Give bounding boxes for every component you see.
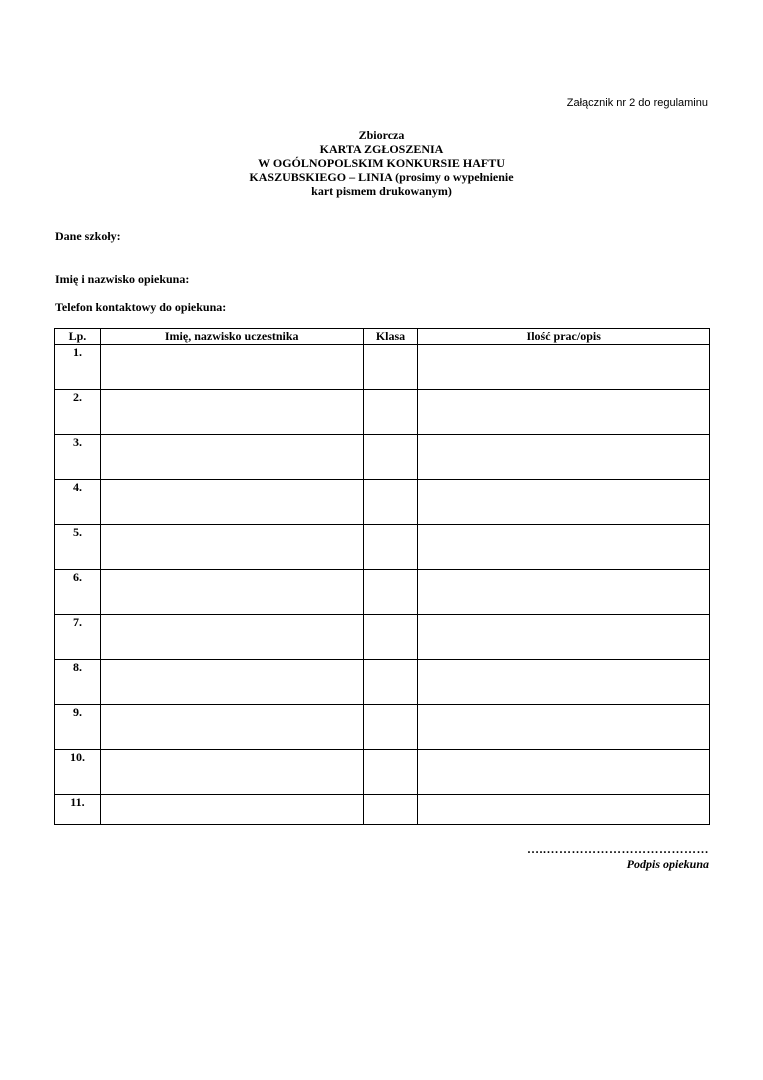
works-description-cell[interactable]: [418, 390, 710, 435]
class-cell[interactable]: [363, 525, 418, 570]
title-line: KARTA ZGŁOSZENIA: [319, 142, 444, 156]
participant-name-cell[interactable]: [100, 615, 363, 660]
class-cell[interactable]: [363, 345, 418, 390]
class-cell[interactable]: [363, 615, 418, 660]
header-works-description: Ilość prac/opis: [418, 329, 710, 345]
row-lp: 11.: [55, 795, 101, 825]
class-cell[interactable]: [363, 570, 418, 615]
participant-name-cell[interactable]: [100, 480, 363, 525]
table-row: [55, 525, 710, 570]
works-description-cell[interactable]: [418, 570, 710, 615]
row-lp: 2.: [55, 390, 101, 435]
participant-name-cell[interactable]: [100, 345, 363, 390]
row-lp: 6.: [55, 570, 101, 615]
header-class: Klasa: [363, 329, 418, 345]
signature-label: Podpis opiekuna: [626, 857, 709, 871]
attachment-note: Załącznik nr 2 do regulaminu: [566, 97, 708, 109]
table-row: [55, 660, 710, 705]
works-description-cell[interactable]: [418, 345, 710, 390]
row-lp: 9.: [55, 705, 101, 750]
table-row: [55, 795, 710, 825]
participant-name-cell[interactable]: [100, 390, 363, 435]
works-description-cell[interactable]: [418, 795, 710, 825]
row-lp: 1.: [55, 345, 101, 390]
class-cell[interactable]: [363, 795, 418, 825]
participant-name-cell[interactable]: [100, 570, 363, 615]
table-row: [55, 390, 710, 435]
class-cell[interactable]: [363, 390, 418, 435]
works-description-cell[interactable]: [418, 660, 710, 705]
class-cell[interactable]: [363, 480, 418, 525]
class-cell[interactable]: [363, 705, 418, 750]
row-lp: 5.: [55, 525, 101, 570]
participant-name-cell[interactable]: [100, 750, 363, 795]
participants-table: [54, 328, 710, 825]
table-row: [55, 750, 710, 795]
row-lp: 8.: [55, 660, 101, 705]
title-line: W OGÓLNOPOLSKIM KONKURSIE HAFTU: [258, 156, 505, 170]
row-lp: 3.: [55, 435, 101, 480]
participant-name-cell[interactable]: [100, 525, 363, 570]
table-header-row: [55, 329, 710, 345]
form-title: [0, 128, 763, 198]
header-participant-name: Imię, nazwisko uczestnika: [100, 329, 363, 345]
signature-line: …..…………………………………: [527, 842, 709, 856]
table-row: [55, 345, 710, 390]
class-cell[interactable]: [363, 750, 418, 795]
row-lp: 10.: [55, 750, 101, 795]
title-line: kart pismem drukowanym): [311, 184, 452, 198]
title-line: Zbiorcza: [358, 128, 405, 142]
works-description-cell[interactable]: [418, 525, 710, 570]
school-data-label: Dane szkoły:: [55, 229, 121, 243]
table-row: [55, 480, 710, 525]
works-description-cell[interactable]: [418, 480, 710, 525]
participant-name-cell[interactable]: [100, 435, 363, 480]
table-row: [55, 615, 710, 660]
works-description-cell[interactable]: [418, 750, 710, 795]
guardian-name-label: Imię i nazwisko opiekuna:: [55, 272, 190, 286]
participant-name-cell[interactable]: [100, 705, 363, 750]
participant-name-cell[interactable]: [100, 795, 363, 825]
table-row: [55, 705, 710, 750]
guardian-phone-label: Telefon kontaktowy do opiekuna:: [55, 300, 227, 314]
class-cell[interactable]: [363, 660, 418, 705]
table-row: [55, 570, 710, 615]
table-row: [55, 435, 710, 480]
title-line: KASZUBSKIEGO – LINIA (prosimy o wypełnienie: [249, 170, 514, 184]
class-cell[interactable]: [363, 435, 418, 480]
works-description-cell[interactable]: [418, 615, 710, 660]
works-description-cell[interactable]: [418, 705, 710, 750]
works-description-cell[interactable]: [418, 435, 710, 480]
row-lp: 4.: [55, 480, 101, 525]
row-lp: 7.: [55, 615, 101, 660]
participant-name-cell[interactable]: [100, 660, 363, 705]
header-lp: Lp.: [55, 329, 101, 345]
